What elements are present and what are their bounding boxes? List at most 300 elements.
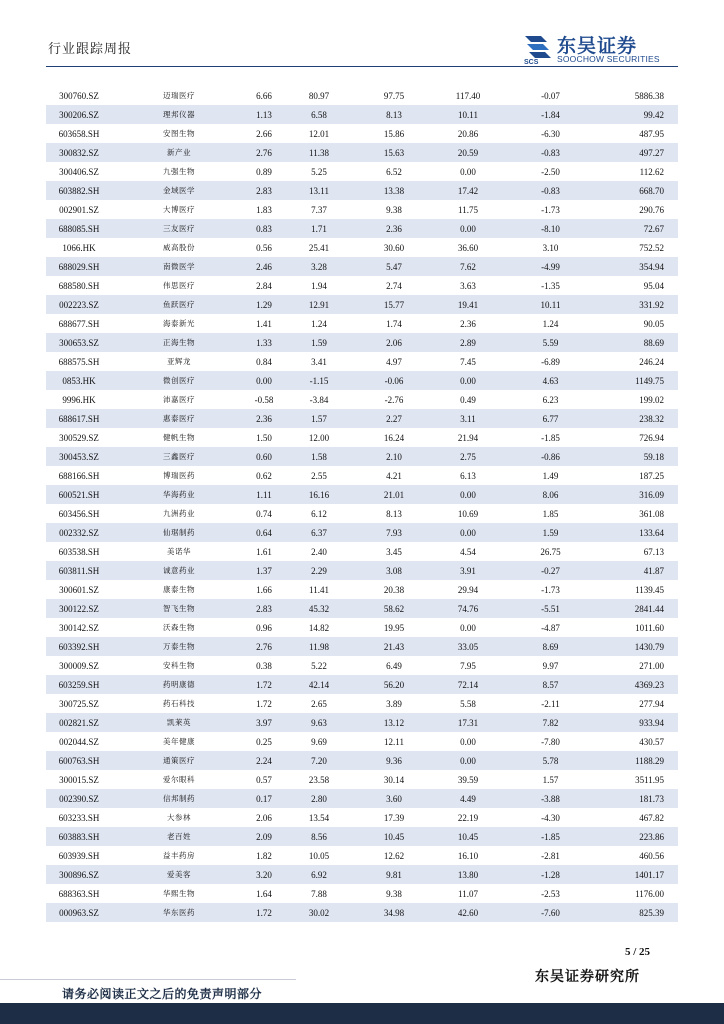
col-6-cell: 0.00 <box>432 523 504 542</box>
stock-name-cell: 安科生物 <box>163 661 195 670</box>
stock-code-cell: 002390.SZ <box>46 789 112 808</box>
stock-code-cell: 300122.SZ <box>46 599 112 618</box>
col-6-cell: 20.86 <box>457 128 479 139</box>
col-5-cell: 9.38 <box>386 204 402 215</box>
col-3-cell: 0.84 <box>256 356 272 367</box>
col-5-cell: 9.81 <box>356 865 432 884</box>
col-4-cell: 1.59 <box>282 333 356 352</box>
col-7-cell: -4.30 <box>541 812 560 823</box>
table-row <box>46 770 678 789</box>
col-7-cell: 9.97 <box>542 660 559 671</box>
col-8-cell: 726.94 <box>639 432 664 443</box>
col-6-cell: 7.95 <box>460 660 476 671</box>
col-4-cell: 6.37 <box>282 523 356 542</box>
col-4-cell: 2.55 <box>311 470 327 481</box>
table-row <box>46 789 678 808</box>
col-5-cell: 6.52 <box>386 166 402 177</box>
col-4-cell: 11.38 <box>282 143 356 162</box>
col-7-cell: 6.77 <box>504 409 597 428</box>
col-7-cell: -0.86 <box>504 447 597 466</box>
col-7-cell: -8.10 <box>504 219 597 238</box>
col-8-cell: 331.92 <box>597 295 678 314</box>
table-row <box>46 523 678 542</box>
col-7-cell: -1.35 <box>541 280 560 291</box>
col-3-cell: 1.50 <box>256 432 272 443</box>
col-5-cell: 10.45 <box>356 827 432 846</box>
col-6-cell: 29.94 <box>457 584 479 595</box>
col-4-cell: 30.02 <box>282 903 356 922</box>
col-4-cell: -3.84 <box>309 394 329 405</box>
stock-name-cell: 亚辉龙 <box>167 357 191 366</box>
col-6-cell: 7.62 <box>432 257 504 276</box>
col-3-cell: 0.64 <box>246 523 282 542</box>
col-6-cell: 74.76 <box>432 599 504 618</box>
stock-code-cell: 688617.SH <box>46 409 112 428</box>
stock-code-cell: 300009.SZ <box>59 660 99 671</box>
col-5-cell: 3.45 <box>386 546 402 557</box>
col-3-cell: 1.72 <box>246 675 282 694</box>
col-6-cell: 20.59 <box>432 143 504 162</box>
table-row <box>46 751 678 770</box>
col-4-cell: 9.69 <box>311 736 327 747</box>
col-6-cell: 3.91 <box>432 561 504 580</box>
col-5-cell: 2.10 <box>356 447 432 466</box>
col-7-cell: -1.73 <box>541 204 560 215</box>
stock-code-cell: 300760.SZ <box>59 90 99 101</box>
col-7-cell: -6.30 <box>541 128 560 139</box>
stock-code-cell: 603939.SH <box>58 850 100 861</box>
col-7-cell: 8.06 <box>504 485 597 504</box>
col-4-cell: 6.12 <box>311 508 327 519</box>
col-7-cell: 7.82 <box>504 713 597 732</box>
col-3-cell: 2.06 <box>256 812 272 823</box>
col-7-cell: -6.89 <box>541 356 560 367</box>
table-row <box>46 884 678 903</box>
stock-name-cell: 微创医疗 <box>112 371 246 390</box>
col-4-cell: 12.00 <box>308 432 330 443</box>
footer-divider <box>0 979 296 980</box>
col-6-cell: 0.00 <box>460 622 476 633</box>
col-5-cell: 1.74 <box>386 318 402 329</box>
col-8-cell: 1176.00 <box>635 888 664 899</box>
col-3-cell: 2.76 <box>246 143 282 162</box>
col-4-cell: 6.58 <box>282 105 356 124</box>
table-row <box>46 390 678 409</box>
col-8-cell: 2841.44 <box>597 599 678 618</box>
col-5-cell: 3.08 <box>356 561 432 580</box>
col-8-cell: 181.73 <box>597 789 678 808</box>
col-8-cell: 1139.45 <box>635 584 664 595</box>
col-3-cell: 0.83 <box>246 219 282 238</box>
stock-code-cell: 600763.SH <box>46 751 112 770</box>
col-3-cell: 3.97 <box>246 713 282 732</box>
col-3-cell: 0.96 <box>256 622 272 633</box>
stock-code-cell: 000963.SZ <box>46 903 112 922</box>
col-4-cell: 6.92 <box>282 865 356 884</box>
col-8-cell: 238.32 <box>597 409 678 428</box>
stock-name-cell: 老百姓 <box>112 827 246 846</box>
col-8-cell: 752.52 <box>639 242 664 253</box>
col-8-cell: 361.08 <box>639 508 664 519</box>
stock-code-cell: 300601.SZ <box>59 584 99 595</box>
col-6-cell: 6.13 <box>460 470 476 481</box>
stock-code-cell: 603392.SH <box>46 637 112 656</box>
col-5-cell: 2.27 <box>356 409 432 428</box>
stock-code-cell: 300725.SZ <box>59 698 99 709</box>
stock-code-cell: 300406.SZ <box>59 166 99 177</box>
table-row <box>46 314 678 333</box>
col-7-cell: -1.84 <box>504 105 597 124</box>
col-7-cell: -3.88 <box>504 789 597 808</box>
stock-code-cell: 603233.SH <box>58 812 100 823</box>
col-3-cell: 1.64 <box>256 888 272 899</box>
stock-name-cell: 海泰新光 <box>163 319 195 328</box>
stock-code-cell: 300142.SZ <box>59 622 99 633</box>
col-6-cell: 4.54 <box>460 546 476 557</box>
col-4-cell: 14.82 <box>308 622 330 633</box>
col-6-cell: 0.00 <box>432 219 504 238</box>
stock-name-cell: 大博医疗 <box>163 205 195 214</box>
col-4-cell: 12.91 <box>282 295 356 314</box>
table-row <box>46 713 678 732</box>
col-3-cell: 1.82 <box>256 850 272 861</box>
col-7-cell: 5.78 <box>504 751 597 770</box>
col-5-cell: 9.38 <box>386 888 402 899</box>
col-7-cell: -2.11 <box>541 698 560 709</box>
col-7-cell: -7.60 <box>504 903 597 922</box>
col-8-cell: 271.00 <box>639 660 664 671</box>
table-row <box>46 504 678 523</box>
table-row <box>46 105 678 124</box>
table-row <box>46 276 678 295</box>
col-8-cell: 72.67 <box>597 219 678 238</box>
col-7-cell: -4.87 <box>541 622 560 633</box>
col-8-cell: 668.70 <box>597 181 678 200</box>
table-row <box>46 903 678 922</box>
stock-name-cell: 威高股份 <box>163 243 195 252</box>
col-5-cell: 30.60 <box>383 242 405 253</box>
col-6-cell: 2.89 <box>432 333 504 352</box>
col-6-cell: 0.00 <box>460 736 476 747</box>
stock-name-cell: 新产业 <box>112 143 246 162</box>
col-8-cell: 277.94 <box>639 698 664 709</box>
col-7-cell: 26.75 <box>540 546 561 557</box>
stock-name-cell: 三鑫医疗 <box>112 447 246 466</box>
col-6-cell: 0.00 <box>432 485 504 504</box>
col-7-cell: -2.53 <box>541 888 560 899</box>
table-row <box>46 694 678 713</box>
stock-name-cell: 美诺华 <box>167 547 191 556</box>
table-row <box>46 86 678 105</box>
col-4-cell: 11.41 <box>309 584 329 595</box>
institute-name: 东吴证券研究所 <box>535 969 640 985</box>
col-8-cell: 223.86 <box>597 827 678 846</box>
col-7-cell: 10.11 <box>504 295 597 314</box>
table-row <box>46 409 678 428</box>
col-8-cell: 187.25 <box>639 470 664 481</box>
logo-english-name: SOOCHOW SECURITIES <box>557 54 660 64</box>
col-7-cell: -2.81 <box>541 850 560 861</box>
stock-code-cell: 1066.HK <box>62 242 96 253</box>
col-3-cell: 0.17 <box>246 789 282 808</box>
col-8-cell: 1011.60 <box>635 622 664 633</box>
col-6-cell: 17.42 <box>432 181 504 200</box>
col-6-cell: 16.10 <box>457 850 479 861</box>
col-7-cell: 1.24 <box>542 318 559 329</box>
stock-code-cell: 688580.SH <box>58 280 100 291</box>
col-4-cell: 3.28 <box>282 257 356 276</box>
stock-code-cell: 600521.SH <box>46 485 112 504</box>
col-3-cell: 1.11 <box>246 485 282 504</box>
col-5-cell: 8.13 <box>356 105 432 124</box>
col-8-cell: 41.87 <box>597 561 678 580</box>
table-row <box>46 656 678 675</box>
col-5-cell: 16.24 <box>383 432 405 443</box>
col-3-cell: 2.46 <box>246 257 282 276</box>
stock-name-cell: 康泰生物 <box>163 585 195 594</box>
col-3-cell: 1.83 <box>256 204 272 215</box>
stock-code-cell: 603538.SH <box>58 546 100 557</box>
col-5-cell: 97.75 <box>383 90 405 101</box>
col-5-cell: 3.60 <box>356 789 432 808</box>
col-5-cell: 9.36 <box>356 751 432 770</box>
col-3-cell: 1.66 <box>256 584 272 595</box>
stock-name-cell: 九强生物 <box>163 167 195 176</box>
col-6-cell: 13.80 <box>432 865 504 884</box>
table-row <box>46 333 678 352</box>
col-7-cell: -0.07 <box>541 90 560 101</box>
col-8-cell: 354.94 <box>597 257 678 276</box>
col-5-cell: 56.20 <box>356 675 432 694</box>
col-8-cell: 246.24 <box>639 356 664 367</box>
col-5-cell: 15.77 <box>356 295 432 314</box>
col-3-cell: 0.62 <box>256 470 272 481</box>
col-5-cell: 4.21 <box>386 470 402 481</box>
col-4-cell: 80.97 <box>308 90 330 101</box>
col-8-cell: 59.18 <box>597 447 678 466</box>
col-3-cell: 2.83 <box>246 181 282 200</box>
col-6-cell: 0.00 <box>460 166 476 177</box>
stock-name-cell: 沛嘉医疗 <box>163 395 195 404</box>
col-6-cell: 0.49 <box>460 394 476 405</box>
col-8-cell: 487.95 <box>639 128 664 139</box>
stock-name-cell: 万泰生物 <box>112 637 246 656</box>
stock-code-cell: 688029.SH <box>46 257 112 276</box>
table-row <box>46 428 678 447</box>
col-6-cell: 11.75 <box>458 204 478 215</box>
col-5-cell: 15.86 <box>383 128 405 139</box>
stock-code-cell: 603658.SH <box>58 128 100 139</box>
col-5-cell: 15.63 <box>356 143 432 162</box>
col-7-cell: 1.57 <box>542 774 559 785</box>
table-row <box>46 637 678 656</box>
col-7-cell: 8.57 <box>504 675 597 694</box>
col-8-cell: 90.05 <box>643 318 664 329</box>
col-5-cell: 7.93 <box>356 523 432 542</box>
col-7-cell: 8.69 <box>504 637 597 656</box>
col-4-cell: 8.56 <box>282 827 356 846</box>
col-6-cell: 10.45 <box>432 827 504 846</box>
col-8-cell: 290.76 <box>639 204 664 215</box>
col-7-cell: 6.23 <box>542 394 559 405</box>
col-4-cell: 10.05 <box>308 850 330 861</box>
disclaimer-text: 请务必阅读正文之后的免责声明部分 <box>62 987 263 1001</box>
col-3-cell: 0.38 <box>256 660 272 671</box>
col-5-cell: -2.76 <box>384 394 404 405</box>
col-3-cell: 1.13 <box>246 105 282 124</box>
col-7-cell: -1.28 <box>504 865 597 884</box>
col-3-cell: -0.58 <box>254 394 274 405</box>
col-3-cell: 3.20 <box>246 865 282 884</box>
col-3-cell: 0.60 <box>246 447 282 466</box>
col-8-cell: 430.57 <box>639 736 664 747</box>
col-6-cell: 11.07 <box>458 888 478 899</box>
col-8-cell: 1401.17 <box>597 865 678 884</box>
col-4-cell: 1.24 <box>311 318 327 329</box>
stock-valuation-table <box>46 86 678 922</box>
col-6-cell: 42.60 <box>432 903 504 922</box>
col-4-cell: 12.01 <box>308 128 330 139</box>
col-8-cell: 1430.79 <box>597 637 678 656</box>
col-6-cell: 0.00 <box>432 371 504 390</box>
logo-chinese-name: 东吴证券 <box>557 35 638 57</box>
col-4-cell: 13.11 <box>282 181 356 200</box>
col-7-cell: 1.85 <box>542 508 559 519</box>
stock-code-cell: 002223.SZ <box>46 295 112 314</box>
stock-code-cell: 603259.SH <box>46 675 112 694</box>
col-8-cell: 199.02 <box>639 394 664 405</box>
stock-code-cell: 688575.SH <box>58 356 100 367</box>
col-5-cell: 12.11 <box>384 736 404 747</box>
col-4-cell: 1.58 <box>282 447 356 466</box>
stock-name-cell: 九洲药业 <box>163 509 195 518</box>
stock-name-cell: 美年健康 <box>163 737 195 746</box>
stock-name-cell: 信邦制药 <box>112 789 246 808</box>
col-3-cell: 2.36 <box>246 409 282 428</box>
col-5-cell: 13.12 <box>356 713 432 732</box>
col-4-cell: 1.94 <box>311 280 327 291</box>
stock-code-cell: 688085.SH <box>46 219 112 238</box>
table-row <box>46 219 678 238</box>
col-5-cell: 30.14 <box>383 774 405 785</box>
col-8-cell: 316.09 <box>597 485 678 504</box>
stock-code-cell: 300453.SZ <box>46 447 112 466</box>
col-3-cell: 1.72 <box>256 698 272 709</box>
col-5-cell: 12.62 <box>383 850 405 861</box>
col-6-cell: 33.05 <box>432 637 504 656</box>
stock-name-cell: 益丰药房 <box>163 851 195 860</box>
col-8-cell: 133.64 <box>597 523 678 542</box>
footer-bar <box>0 1003 724 1024</box>
stock-name-cell: 凯莱英 <box>112 713 246 732</box>
col-8-cell: 1149.75 <box>597 371 678 390</box>
table-row <box>46 200 678 219</box>
stock-code-cell: 002901.SZ <box>59 204 99 215</box>
stock-code-cell: 603456.SH <box>58 508 100 519</box>
col-3-cell: 2.24 <box>246 751 282 770</box>
col-5-cell: 58.62 <box>356 599 432 618</box>
stock-name-cell: 博瑞医药 <box>163 471 195 480</box>
col-6-cell: 117.40 <box>455 90 481 101</box>
table-row <box>46 580 678 599</box>
col-7-cell: -0.83 <box>504 181 597 200</box>
col-3-cell: 0.00 <box>246 371 282 390</box>
stock-name-cell: 迈瑞医疗 <box>163 91 195 100</box>
col-7-cell: -1.85 <box>541 432 560 443</box>
col-4-cell: 2.80 <box>282 789 356 808</box>
stock-code-cell: 688166.SH <box>58 470 100 481</box>
stock-name-cell: 南微医学 <box>112 257 246 276</box>
stock-code-cell: 002044.SZ <box>59 736 99 747</box>
col-4-cell: 1.71 <box>282 219 356 238</box>
col-6-cell: 21.94 <box>457 432 479 443</box>
col-7-cell: -4.99 <box>504 257 597 276</box>
col-5-cell: 6.49 <box>386 660 402 671</box>
col-8-cell: 467.82 <box>639 812 664 823</box>
col-3-cell: 6.66 <box>256 90 272 101</box>
stock-code-cell: 300529.SZ <box>59 432 99 443</box>
col-7-cell: -1.73 <box>541 584 560 595</box>
table-row <box>46 618 678 637</box>
table-row <box>46 485 678 504</box>
stock-name-cell: 理邦仪器 <box>112 105 246 124</box>
col-3-cell: 0.25 <box>256 736 272 747</box>
stock-code-cell: 300832.SZ <box>46 143 112 162</box>
col-6-cell: 5.58 <box>460 698 476 709</box>
col-4-cell: 16.16 <box>282 485 356 504</box>
stock-code-cell: 300206.SZ <box>46 105 112 124</box>
col-3-cell: 1.29 <box>246 295 282 314</box>
table-row <box>46 808 678 827</box>
stock-name-cell: 爱尔眼科 <box>163 775 195 784</box>
col-8-cell: 67.13 <box>643 546 664 557</box>
col-3-cell: 1.33 <box>246 333 282 352</box>
col-5-cell: 34.98 <box>356 903 432 922</box>
col-7-cell: -1.85 <box>504 827 597 846</box>
col-6-cell: 4.49 <box>432 789 504 808</box>
col-3-cell: 0.56 <box>256 242 272 253</box>
col-3-cell: 1.61 <box>256 546 272 557</box>
stock-code-cell: 002332.SZ <box>46 523 112 542</box>
stock-name-cell: 健帆生物 <box>163 433 195 442</box>
col-3-cell: 2.66 <box>256 128 272 139</box>
table-row <box>46 238 678 257</box>
col-8-cell: 5886.38 <box>634 90 664 101</box>
stock-name-cell: 仙琚制药 <box>112 523 246 542</box>
col-5-cell: 2.36 <box>356 219 432 238</box>
stock-name-cell: 伟思医疗 <box>163 281 195 290</box>
stock-name-cell: 药明康德 <box>112 675 246 694</box>
col-7-cell: 3.10 <box>542 242 559 253</box>
col-3-cell: 0.74 <box>256 508 272 519</box>
table-row <box>46 124 678 143</box>
col-3-cell: 2.09 <box>246 827 282 846</box>
col-7-cell: -2.50 <box>541 166 560 177</box>
col-6-cell: 10.11 <box>432 105 504 124</box>
table-row <box>46 865 678 884</box>
col-6-cell: 72.14 <box>432 675 504 694</box>
soochow-logo-icon <box>521 31 555 65</box>
stock-name-cell: 沃森生物 <box>163 623 195 632</box>
stock-code-cell: 603811.SH <box>46 561 112 580</box>
stock-name-cell: 华东医药 <box>112 903 246 922</box>
stock-name-cell: 华熙生物 <box>163 889 195 898</box>
stock-code-cell: 0853.HK <box>46 371 112 390</box>
stock-name-cell: 鱼跃医疗 <box>112 295 246 314</box>
col-4-cell: 42.14 <box>282 675 356 694</box>
col-5-cell: 13.38 <box>356 181 432 200</box>
col-6-cell: 7.45 <box>460 356 476 367</box>
